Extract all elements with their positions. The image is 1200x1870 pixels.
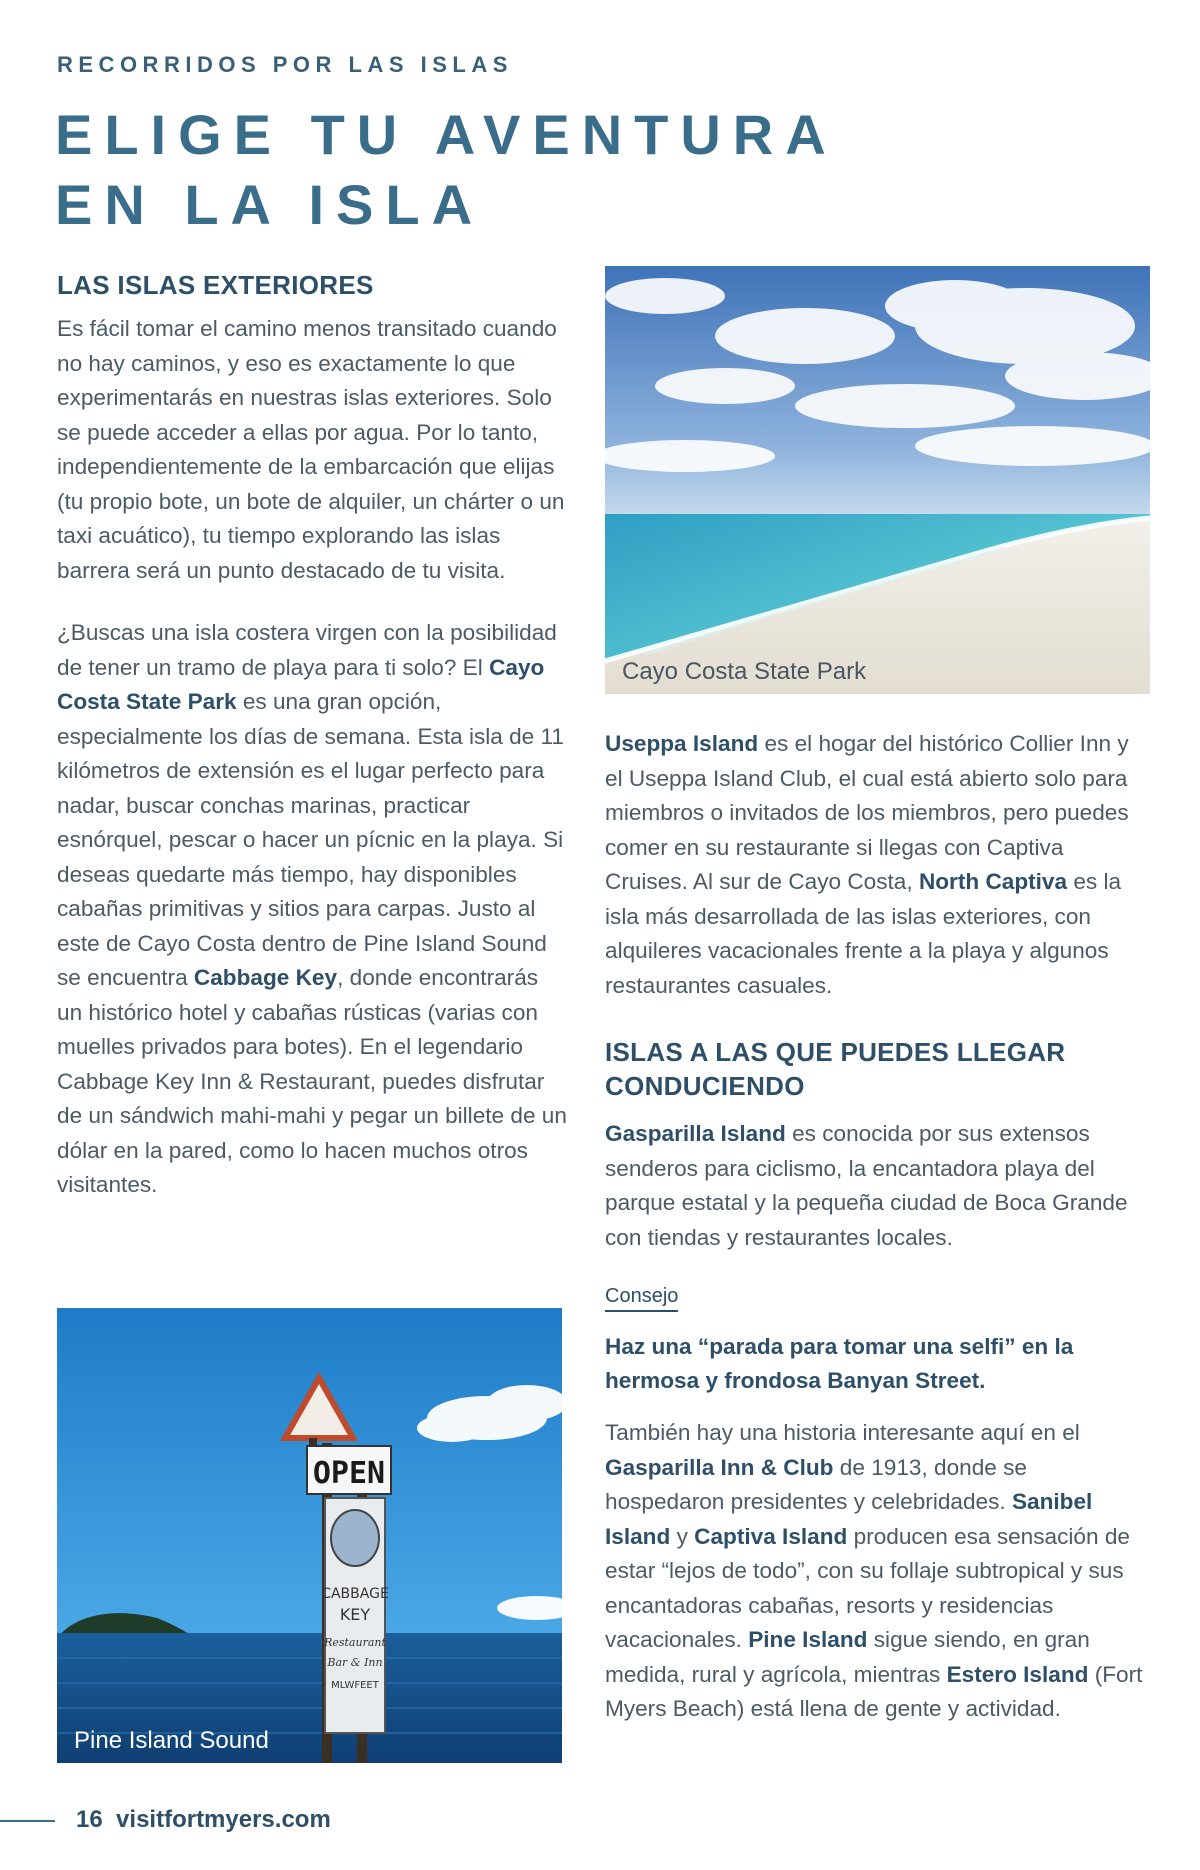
sanibel-island-link: Sanibel Island [605, 1489, 1093, 1549]
pine-island-link: Pine Island [748, 1627, 868, 1652]
sign-cabbage-text: CABBAGE [321, 1586, 389, 1602]
history-paragraph: También hay una historia interesante aquí en el Gasparilla Inn & Club de 1913, donde se hospedaron presidentes y celebridades. Sanibel Island y Captiva Island producen esa sensación de estar “lejos de todo”, con su follaje subtropical y sus encantadoras cabañas, resorts y residencias vacacionales. Pine Island sigue siendo, en gran medida, rural y agrícola, mientras Estero Island (Fort Myers Beach) está llena de gente y actividad. [605, 1420, 1143, 1721]
footer-rule [0, 1820, 55, 1822]
page-title-line1: ELIGE TU AVENTURA [55, 103, 838, 166]
tip-label: Consejo [605, 1285, 678, 1312]
sign-key-text: KEY [339, 1605, 371, 1624]
outer-islands-paragraph-2: ¿Buscas una isla costera virgen con la posibilidad de tener un tramo de playa para ti solo? El Cayo Costa State Park es una gran opción, especialmente los días de semana. Esta isla de 11 kilómetros de extensión es el lugar perfecto para nadar, buscar conchas marinas, practicar esnórquel, pescar o hacer un pícnic en la playa. Si deseas quedarte más tiempo, hay disponibles cabañas primitivas y sitios para carpas. Justo al este de Cayo Costa dentro de Pine Island Sound se encuentra Cabbage Key, donde encontrarás un histórico hotel y cabañas rústicas (varias con muelles privados para botes). En el legendario Cabbage Key Inn & Restaurant, puedes disfrutar de un sándwich mahi-mahi y pegar un billete de un dólar en la pared, como lo hacen muchos otros visitantes. [57, 620, 567, 1197]
sign-mlw-text: MLWFEET [331, 1680, 379, 1691]
page-number: 16 [76, 1806, 103, 1833]
captiva-island-link: Captiva Island [694, 1523, 848, 1549]
page-title-line2: EN LA ISLA [55, 173, 485, 236]
site-url[interactable]: visitfortmyers.com [116, 1806, 331, 1833]
cayo-costa-link: Cayo Costa State Park [57, 654, 545, 714]
sign-restaurant-text: Restaurant [324, 1636, 386, 1649]
drive-to-islands-heading: ISLAS A LAS QUE PUEDES LLEGAR CONDUCIENDO [605, 1037, 1066, 1101]
sign-bar-text: Bar & Inn [327, 1656, 383, 1669]
cabbage-key-link: Cabbage Key [193, 965, 338, 990]
pine-island-sound-photo [57, 1308, 562, 1763]
cayo-costa-caption: Cayo Costa State Park [622, 658, 867, 685]
section-kicker: RECORRIDOS POR LAS ISLAS [57, 52, 513, 77]
footer [76, 1806, 331, 1834]
right-column [605, 727, 1150, 1727]
tip-text: Haz una “parada para tomar una selfi” en la hermosa y frondosa Banyan Street. [605, 1334, 1074, 1393]
estero-island-link: Estero Island [946, 1661, 1089, 1687]
outer-islands-paragraph-1: Es fácil tomar el camino menos transitado cuando no hay caminos, y eso es exactamente lo que experimentarás en nuestras islas exteriores. Solo se puede acceder a ellas por agua. Por lo tanto, independientemente de la embarcación que elijas (tu propio bote, un bote de alquiler, un chárter o un taxi acuático), tu tiempo explorando las islas barrera será un punto destacado de tu visita. [57, 316, 565, 583]
gasparilla-paragraph: Gasparilla Island es conocida por sus extensos senderos para ciclismo, la encantadora playa del parque estatal y la pequeña ciudad de Boca Grande con tiendas y restaurantes locales. [605, 1121, 1128, 1250]
left-column [57, 268, 567, 1203]
north-captiva-link: North Captiva [918, 869, 1068, 894]
cayo-costa-photo [605, 266, 1150, 694]
pine-island-sound-caption: Pine Island Sound [74, 1727, 269, 1754]
page-title [55, 100, 838, 240]
useppa-island-link: Useppa Island [605, 731, 759, 756]
outer-islands-heading: LAS ISLAS EXTERIORES [57, 270, 374, 300]
useppa-paragraph: Useppa Island es el hogar del histórico Collier Inn y el Useppa Island Club, el cual está abierto solo para miembros o invitados de los miembros, pero puedes comer en su restaurante si llegas con Captiva Cruises. Al sur de Cayo Costa, North Captiva es la isla más desarrollada de las islas exteriores, con alquileres vacacionales frente a la playa y algunos restaurantes casuales. [605, 731, 1129, 998]
sign-open-text: OPEN [312, 1456, 386, 1491]
gasparilla-island-link: Gasparilla Island [605, 1121, 786, 1146]
gasparilla-inn-link: Gasparilla Inn & Club [605, 1454, 834, 1480]
